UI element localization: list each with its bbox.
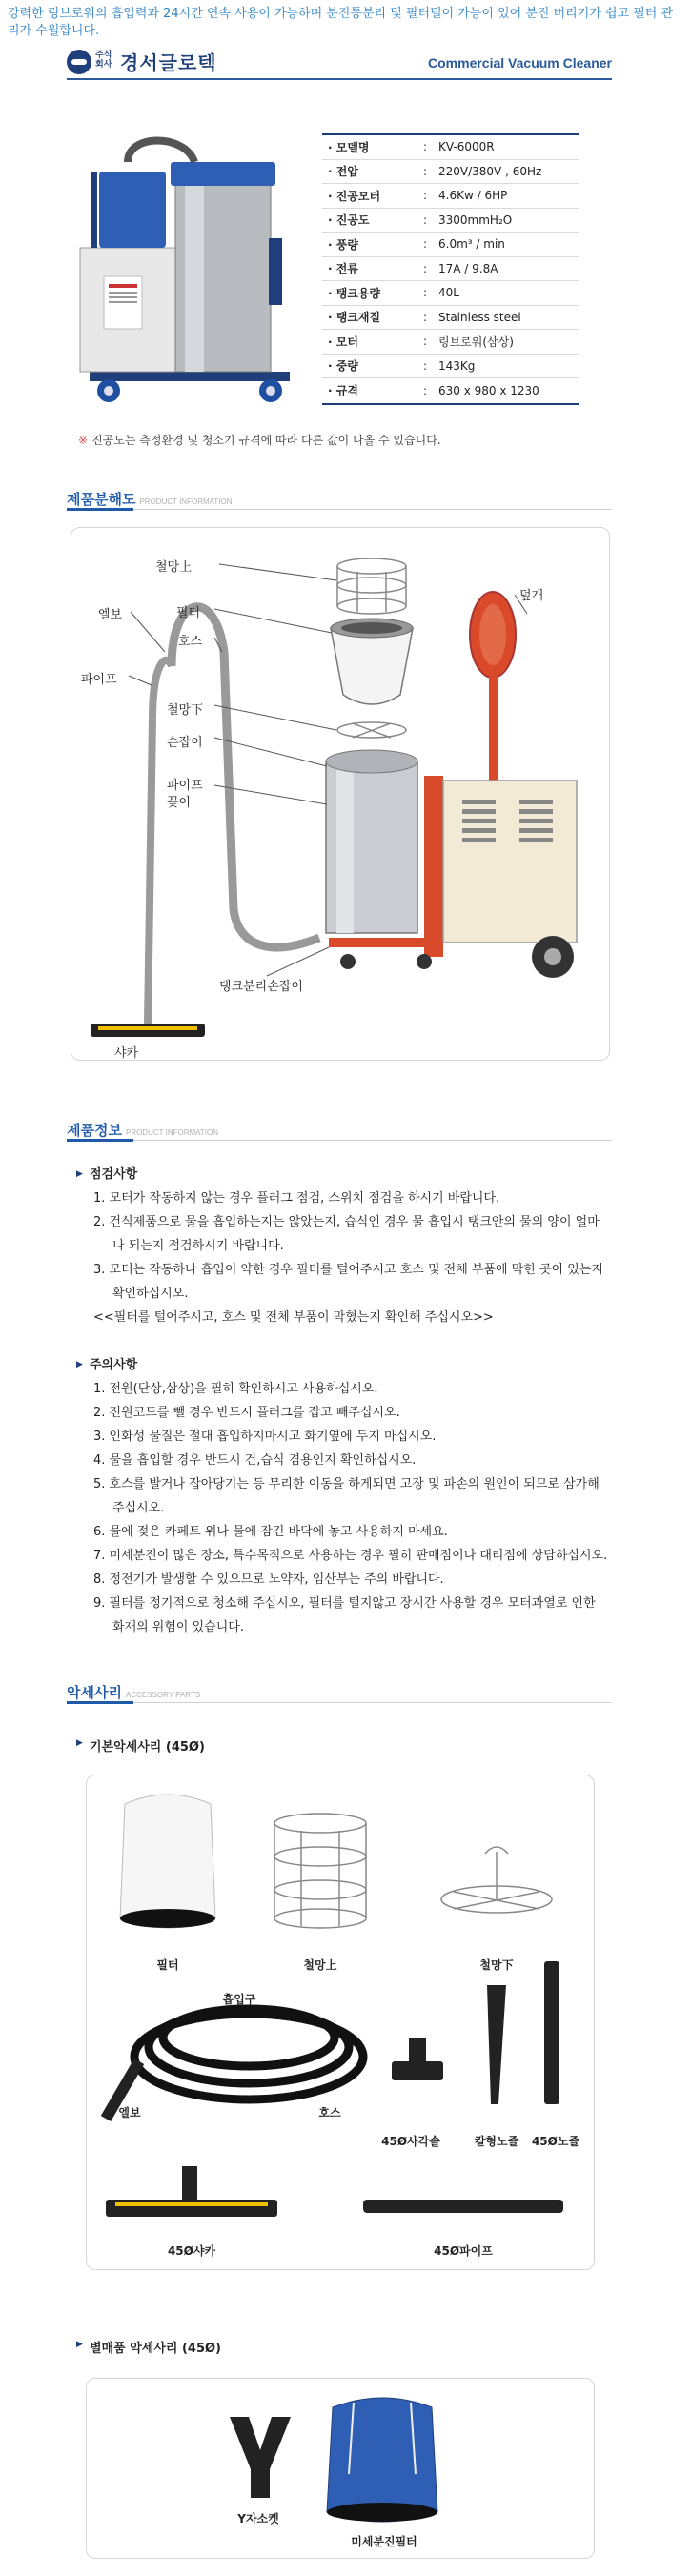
diagram-label-pipe-connector: 파이프 꽂이 — [167, 779, 203, 810]
inspection-title: ▶ 점검사항 — [76, 1163, 610, 1187]
intro-text: 강력한 링브로워의 흡입력과 24시간 연속 사용이 가능하며 분진통분리 및 필터털이 가능이 있어 분진 버리기가 쉽고 필터 관리가 수월합니다. — [8, 7, 674, 38]
spec-value: 630 x 980 x 1230 — [438, 383, 539, 397]
spec-row — [322, 184, 579, 209]
spec-label: · 탱크용량 — [328, 286, 381, 300]
diagram-label-mesh-bottom: 철망下 — [167, 703, 204, 718]
spec-row — [322, 160, 579, 185]
spec-row — [322, 135, 579, 160]
diagram-label-pipe: 파이프 — [81, 673, 117, 687]
caution-item: 3. 인화성 물질은 절대 흡입하지마시고 화기옆에 두지 마십시오. — [93, 1430, 437, 1444]
acc-label-square-brush: 45Ø사각솔 — [381, 2135, 440, 2148]
section-title-ko: 제품정보 — [67, 1122, 122, 1139]
diagram-label-hose: 호스 — [178, 635, 203, 649]
inspection-item: 3. 모터는 작동하나 흡입이 약한 경우 필터를 털어주시고 호스 및 전체 부품에 막힌 곳이 있는지 확인하십시오. — [93, 1263, 603, 1301]
note-mark: ※ — [78, 434, 89, 447]
spec-row — [322, 281, 579, 306]
brand-header — [67, 48, 612, 80]
exploded-diagram — [71, 527, 610, 1061]
section-title-accessory — [67, 1682, 612, 1703]
acc-label-filter: 필터 — [156, 1958, 179, 1972]
diagram-label-tank-handle: 탱크분리손잡이 — [219, 980, 303, 994]
diagram-label-filter: 필터 — [176, 606, 201, 620]
acc-label-y-socket: Y자소켓 — [237, 2512, 279, 2525]
section-title-diagram — [67, 489, 612, 510]
section-title-en: ACCESSORY PARTS — [125, 1691, 201, 1699]
acc-label-elbow: 엘보 — [118, 2106, 141, 2120]
caution-item: 5. 호스를 발거나 잡아당기는 등 무리한 이동을 하게되면 고장 및 파손의 원인이 되므로 삼가해 주십시오. — [93, 1477, 600, 1515]
acc-label-hose: 호스 — [318, 2106, 341, 2120]
caution-item: 4. 물을 흡입할 경우 반드시 건,습식 겸용인지 확인하십시오. — [93, 1453, 417, 1468]
spec-label: · 모터 — [328, 335, 358, 349]
spec-row — [322, 355, 579, 379]
spec-value: 40L — [438, 286, 459, 300]
spec-table — [322, 133, 579, 405]
company-name: 경서글로텍 — [120, 51, 217, 74]
vacuum-product-image — [71, 124, 309, 410]
spec-colon: : — [422, 261, 428, 275]
section-title-info — [67, 1120, 612, 1141]
diagram-label-elbow: 엘보 — [98, 608, 123, 622]
spec-row — [322, 306, 579, 331]
vacuum-note — [78, 432, 441, 448]
diagram-label-mesh-top: 철망上 — [155, 560, 193, 575]
spec-value: 링브로워(삼상) — [438, 335, 514, 349]
spec-row — [322, 233, 579, 257]
caution-title: ▶ 주의사항 — [76, 1353, 610, 1377]
section-title-en: PRODUCT INFORMATION — [125, 1128, 219, 1137]
diagram-label-lid: 덮개 — [519, 589, 544, 603]
extra-accessory-title: ▶ 별매품 악세사리 (45Ø) — [76, 2338, 221, 2356]
acc-label-nozzle: 45Ø노즐 — [531, 2135, 580, 2148]
acc-label-flat-nozzle: 칼형노즐 — [474, 2135, 519, 2148]
spec-value: 220V/380V , 60Hz — [438, 164, 542, 178]
spec-colon: : — [422, 140, 428, 154]
exploded-diagram-illustration — [71, 528, 611, 1062]
acc-label-fine-filter: 미세분진필터 — [351, 2535, 417, 2548]
spec-value: Stainless steel — [438, 310, 521, 324]
caution-list — [76, 1377, 610, 1639]
spec-label: · 전류 — [328, 262, 358, 276]
spec-colon: : — [422, 237, 428, 252]
spec-value: 4.6Kw / 6HP — [438, 189, 508, 203]
spec-row — [322, 330, 579, 355]
spec-value: 143Kg — [438, 358, 476, 373]
caution-item: 6. 물에 젖은 카페트 위나 물에 잠긴 바닥에 놓고 사용하지 마세요. — [93, 1525, 448, 1539]
spec-label: · 풍량 — [328, 237, 358, 252]
extra-accessories-panel — [86, 2378, 595, 2559]
product-title-en: Commercial Vacuum Cleaner — [428, 55, 612, 71]
caution-item: 1. 전원(단상,삼상)을 필히 확인하시고 사용하십시오. — [93, 1382, 378, 1396]
acc-label-mesh-bottom: 철망下 — [479, 1958, 514, 1972]
spec-value: 17A / 9.8A — [438, 261, 498, 275]
company-logo-icon — [67, 50, 91, 74]
spec-label: · 탱크재질 — [328, 311, 381, 325]
basic-accessory-title: ▶ 기본악세사리 (45Ø) — [76, 1736, 205, 1755]
product-info — [76, 1163, 610, 1639]
inspection-item: 2. 건식제품으로 물을 흡입하는지는 않았는지, 습식인 경우 물 흡입시 탱크안의 물의 양이 얼마나 되는지 점검하시기 바랍니다. — [93, 1215, 600, 1253]
acc-label-mesh-top: 철망上 — [303, 1958, 337, 1972]
caution-item: 9. 필터를 정기적으로 청소해 주십시오, 필터를 털지않고 장시간 사용할 경우 모터과열로 인한 화재의 위험이 있습니다. — [93, 1596, 596, 1634]
spec-colon: : — [422, 383, 428, 397]
spec-colon: : — [422, 358, 428, 373]
spec-label: · 규격 — [328, 384, 358, 398]
logo-small-text: 주식 회사 — [95, 51, 112, 70]
basic-accessories-illustration — [87, 1775, 596, 2271]
acc-label-pipe: 45Ø파이프 — [434, 2244, 493, 2258]
caution-item: 8. 정전기가 발생할 수 있으므로 노약자, 임산부는 주의 바랍니다. — [93, 1572, 444, 1587]
acc-label-inlet: 흡입구 — [222, 1993, 256, 2006]
section-title-en: PRODUCT INFORMATION — [139, 497, 233, 506]
spec-row — [322, 378, 579, 403]
section-title-ko: 제품분해도 — [67, 491, 136, 508]
caution-item: 2. 전원코드를 뺄 경우 반드시 플러그를 잡고 빼주십시오. — [93, 1406, 400, 1420]
spec-colon: : — [422, 213, 428, 227]
spec-label: · 진공도 — [328, 213, 370, 228]
spec-colon: : — [422, 189, 428, 203]
spec-row — [322, 257, 579, 282]
inspection-item: 1. 모터가 작동하지 않는 경우 플러그 점검, 스위치 점검을 하시기 바랍니다. — [93, 1191, 500, 1206]
spec-value: 6.0m³ / min — [438, 237, 505, 252]
basic-accessories-panel — [86, 1775, 595, 2270]
diagram-label-nozzle: 샤카 — [114, 1046, 139, 1061]
diagram-label-handle: 손잡이 — [167, 736, 203, 750]
spec-colon: : — [422, 310, 428, 324]
caution-item: 7. 미세분진이 많은 장소, 특수목적으로 사용하는 경우 필히 판매점이나 대리점에 상담하십시오. — [93, 1549, 608, 1563]
spec-colon: : — [422, 164, 428, 178]
spec-value: KV-6000R — [438, 140, 495, 154]
spec-label: · 전압 — [328, 165, 358, 179]
spec-row — [322, 209, 579, 233]
note-text: 진공도는 측정환경 및 청소기 규격에 따라 다른 값이 나올 수 있습니다. — [91, 434, 441, 447]
acc-label-floor-nozzle: 45Ø샤카 — [167, 2244, 216, 2258]
spec-label: · 중량 — [328, 359, 358, 374]
spec-colon: : — [422, 286, 428, 300]
inspection-list — [76, 1187, 610, 1306]
spec-label: · 진공모터 — [328, 189, 381, 203]
spec-colon: : — [422, 335, 428, 349]
inspection-tail: <<필터를 털어주시고, 호스 및 전체 부품이 막혔는지 확인해 주십시오>> — [93, 1310, 494, 1325]
spec-label: · 모델명 — [328, 140, 370, 154]
spec-value: 3300mmH₂O — [438, 213, 513, 227]
section-title-ko: 악세사리 — [67, 1684, 122, 1701]
